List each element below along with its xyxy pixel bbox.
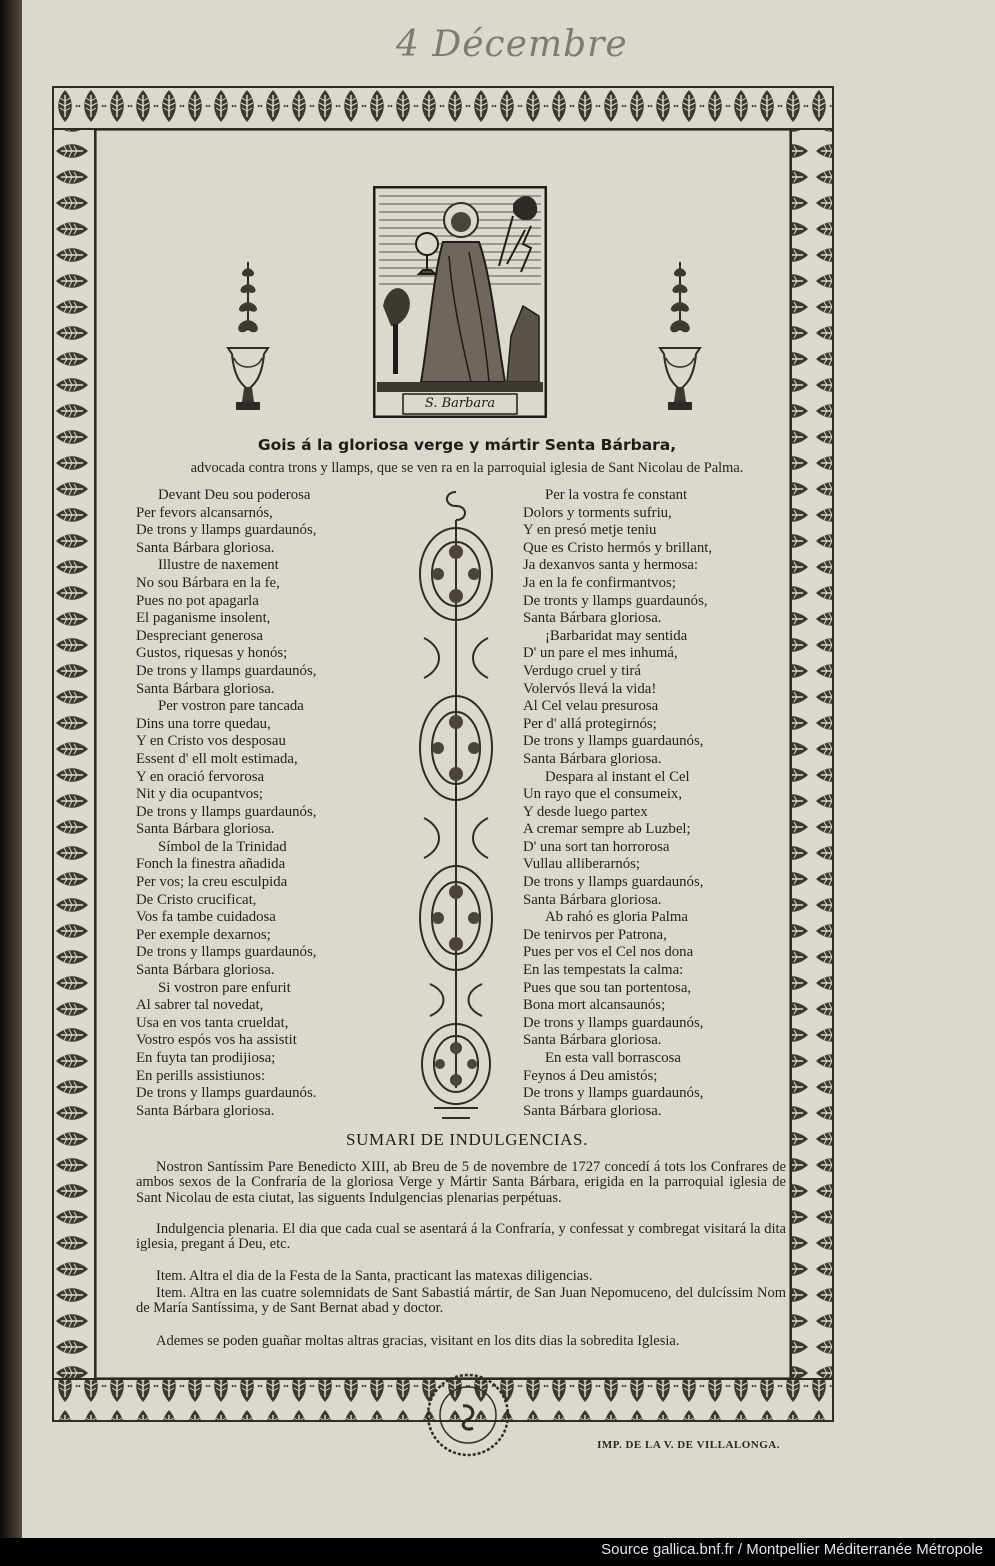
verse-line: El paganisme insolent, xyxy=(136,610,271,627)
source-credit: Source gallica.bnf.fr / Montpellier Méditerranée Métropole xyxy=(601,1541,983,1558)
verse-line: Per exemple dexarnos; xyxy=(136,926,271,943)
verse-line: De trons y llamps guardaunós, xyxy=(523,1014,704,1031)
verse-line: De trons y llamps guardaunós, xyxy=(136,522,317,539)
handwritten-note: 4 Décembre xyxy=(396,24,628,65)
verse-line: Pues no pot apagarla xyxy=(136,592,259,609)
verse-line: De trons y llamps guardaunós, xyxy=(136,803,317,820)
verse-line: Símbol de la Trinidad xyxy=(158,838,287,855)
verse-line: Bona mort alcansaunós; xyxy=(523,997,666,1014)
verse-line: ¡Barbaridat may sentida xyxy=(545,627,688,644)
verse-line: Nit y dia ocupantvos; xyxy=(136,786,263,803)
right-vase-ornament xyxy=(656,258,704,418)
verse-line: Ja en la fe confirmantvos; xyxy=(523,574,676,591)
verse-line: Dolors y torments sufriu, xyxy=(523,504,672,521)
verse-line: Y en Cristo vos desposau xyxy=(136,733,286,750)
verse-line: Essent d' ell molt estimada, xyxy=(136,750,298,767)
verse-line: Verdugo cruel y tirá xyxy=(523,662,641,679)
verse-line: A cremar sempre ab Luzbel; xyxy=(523,821,691,838)
verse-line: En las tempestats la calma: xyxy=(523,962,684,979)
verse-line: Feynos á Deu amistós; xyxy=(523,1067,658,1084)
verse-line: De tenirvos per Patrona, xyxy=(523,926,667,943)
verse-line: Per vostron pare tancada xyxy=(158,698,304,715)
verse-line: D' una sort tan horrorosa xyxy=(523,838,670,855)
central-scroll-ornament xyxy=(414,488,498,1128)
verse-line: Si vostron pare enfurit xyxy=(158,979,291,996)
library-stamp xyxy=(423,1370,513,1460)
verse-line: Volervós llevá la vida! xyxy=(523,680,657,697)
verse-line: De trons y llamps guardaunós, xyxy=(136,662,317,679)
summary-paragraph: Item. Altra el dia de la Festa de la Santa, practicant las matexas diligencias. xyxy=(156,1268,593,1284)
verse-line: Santa Bárbara gloriosa. xyxy=(136,539,275,556)
verse-line: De tronts y llamps guardaunós, xyxy=(523,592,708,609)
verse-line: Ab rahó es gloria Palma xyxy=(545,909,688,926)
saint-barbara-woodcut xyxy=(373,186,547,418)
verses-left-column xyxy=(136,487,436,1120)
document-subtitle: advocada contra trons y llamps, que se ven ra en la parroquial iglesia de Sant Nicolau de Palma. xyxy=(190,460,744,476)
verse-line: Santa Bárbara gloriosa. xyxy=(523,891,662,908)
verse-line: D' un pare el mes inhumá, xyxy=(523,645,678,662)
verse-line: Despreciant generosa xyxy=(136,627,263,644)
verse-line: De trons y llamps guardaunós, xyxy=(523,733,704,750)
verse-line: Y desde luego partex xyxy=(523,803,648,820)
verse-line: Dins una torre quedau, xyxy=(136,715,271,732)
summary-paragraph: Nostron Santíssim Pare Benedicto XIII, ab Breu de 5 de novembre de 1727 concedí á tots los Confrares de ambos sexos de la Confraría de la gloriosa Verge y Mártir Santa Bárbara, erigida en la parroquial iglesia de Sant Nicolau de esta ciutat, las siguents Indulgencias plenarias perpétuas. xyxy=(136,1159,786,1206)
verse-line: Gustos, riquesas y honós; xyxy=(136,645,288,662)
verses-right-column xyxy=(523,487,823,1120)
verse-line: De Cristo crucificat, xyxy=(136,891,257,908)
verse-line: Usa en vos tanta crueldat, xyxy=(136,1014,289,1031)
verse-line: Per vos; la creu esculpida xyxy=(136,874,288,891)
verse-line: Per la vostra fe constant xyxy=(545,487,688,503)
printer-imprint: IMP. DE LA V. DE VILLALONGA. xyxy=(597,1439,780,1451)
document-title: Gois á la gloriosa verge y mártir Senta Bárbara, xyxy=(257,436,677,454)
verse-line: Al sabrer tal novedat, xyxy=(136,997,264,1014)
verse-line: Pues per vos el Cel nos dona xyxy=(523,944,694,961)
verse-line: En esta vall borrascosa xyxy=(545,1050,681,1066)
verse-line: Per d' allá protegirnós; xyxy=(523,715,657,732)
verse-line: Santa Bárbara gloriosa. xyxy=(523,1032,662,1049)
verse-line: Vullau alliberarnós; xyxy=(523,856,641,873)
verse-line: Santa Bárbara gloriosa. xyxy=(523,750,662,767)
verse-line: Per fevors alcansarnós, xyxy=(136,504,273,521)
verse-line: Y en oració fervorosa xyxy=(136,768,265,785)
verse-line: Despara al instant el Cel xyxy=(545,768,690,785)
verse-line: Santa Bárbara gloriosa. xyxy=(136,962,275,979)
verse-line: Vos fa tambe cuidadosa xyxy=(136,909,276,926)
verse-line: Illustre de naxement xyxy=(158,557,279,574)
verse-line: Santa Bárbara gloriosa. xyxy=(136,821,275,838)
book-binding xyxy=(0,0,24,1566)
summary-paragraph: Item. Altra en las cuatre solemnidats de Sant Sabastiá mártir, de San Juan Nepomuceno, del dulcíssim Nom de María Santíssima, y de Sant Bernat abad y doctor. xyxy=(136,1285,786,1317)
verse-line: Vostro espós vos ha assistit xyxy=(136,1032,297,1049)
verse-line: Que es Cristo hermós y brillant, xyxy=(523,539,713,556)
verse-line: Y en presó metje teniu xyxy=(523,522,657,539)
verse-line: Fonch la finestra añadida xyxy=(136,856,286,873)
left-vase-ornament xyxy=(224,258,272,418)
verse-line: Un rayo que el consumeix, xyxy=(523,786,683,803)
verse-line: Santa Bárbara gloriosa. xyxy=(523,1102,662,1119)
verse-line: De trons y llamps guardaunós, xyxy=(136,944,317,961)
verse-line: Santa Bárbara gloriosa. xyxy=(136,1102,275,1119)
verse-line: Pues que sou tan portentosa, xyxy=(523,979,692,996)
verse-line: De trons y llamps guardaunós, xyxy=(523,1085,704,1102)
verse-line: Al Cel velau presurosa xyxy=(523,698,659,715)
verse-line: Ja dexanvos santa y hermosa: xyxy=(523,557,699,574)
image-caption: S. Barbara xyxy=(424,396,496,411)
verse-line: Santa Bárbara gloriosa. xyxy=(523,610,662,627)
verse-line: Devant Deu sou poderosa xyxy=(158,487,311,503)
verse-line: De trons y llamps guardaunós, xyxy=(523,874,704,891)
verse-line: De trons y llamps guardaunós. xyxy=(136,1085,317,1102)
verse-line: En perills assistiunos: xyxy=(136,1067,266,1084)
summary-heading: SUMARI DE INDULGENCIAS. xyxy=(346,1130,588,1149)
summary-paragraph: Ademes se poden guañar moltas altras gracias, visitant en los dits dias la sobredita Iglesia. xyxy=(156,1333,680,1349)
verse-line: No sou Bárbara en la fe, xyxy=(136,574,280,591)
summary-paragraph: Indulgencia plenaria. El dia que cada cual se asentará á la Confraría, y confessat y combregat visitará la dita iglesia, pregant á Deu, etc. xyxy=(136,1221,786,1253)
verse-line: Santa Bárbara gloriosa. xyxy=(136,680,275,697)
verse-line: En fuyta tan prodijiosa; xyxy=(136,1050,276,1066)
